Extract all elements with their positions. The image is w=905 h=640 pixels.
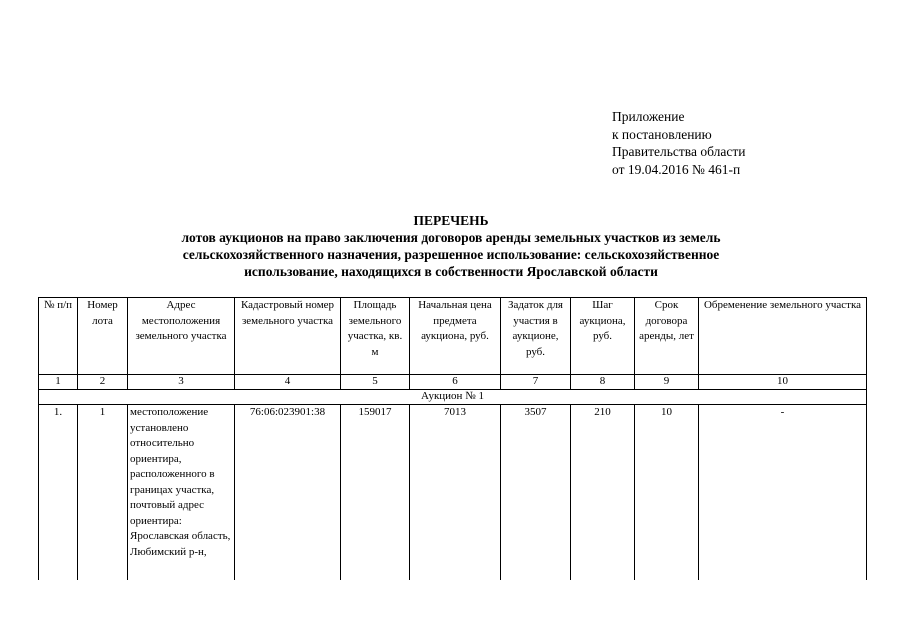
header-cell: Номер лота [78,298,128,375]
header-cell: Адрес местоположения земельного участка [128,298,235,375]
header-cell: Задаток для участия в аукционе, руб. [501,298,571,375]
column-number: 8 [571,375,635,390]
column-number: 2 [78,375,128,390]
term-cell: 10 [635,405,699,581]
column-number: 5 [341,375,410,390]
table-header-row [39,298,867,375]
header-cell: № п/п [39,298,78,375]
header-cell: Начальная цена предмета аукциона, руб. [410,298,501,375]
price-cell: 7013 [410,405,501,581]
column-number: 6 [410,375,501,390]
table-row [39,405,867,581]
lot-number: 1 [78,405,128,581]
title-heading: ПЕРЕЧЕНЬ [413,213,489,228]
appendix-block [612,108,745,178]
header-cell: Обременение земельного участка [699,298,867,375]
appendix-line: Правительства области [612,144,746,159]
column-number: 10 [699,375,867,390]
header-cell: Площадь земельного участка, кв. м [341,298,410,375]
column-number: 3 [128,375,235,390]
cadastral-number: 76:06:023901:38 [235,405,341,581]
title-line: лотов аукционов на право заключения договоров аренды земельных участков из земель [181,230,721,245]
document-title [120,212,782,280]
auction-row [39,390,867,405]
auction-label: Аукцион № 1 [39,390,867,405]
step-cell: 210 [571,405,635,581]
title-line: использование, находящихся в собственности Ярославской области [244,264,658,279]
column-number-row [39,375,867,390]
title-line: сельскохозяйственного назначения, разрешенное использование: сельскохозяйственное [182,247,720,262]
lots-table [38,297,867,580]
area-cell: 159017 [341,405,410,581]
header-cell: Шаг аукциона, руб. [571,298,635,375]
appendix-date-line: от 19.04.2016 № 461-п [612,161,741,177]
column-number: 9 [635,375,699,390]
address-cell: местоположение установлено относительно ориентира, расположенного в границах участка, почтовый адрес ориентира: Ярославская область, Любимский р-н, [128,405,235,581]
appendix-line: к постановлению [612,126,712,142]
row-number: 1. [39,405,78,581]
column-number: 1 [39,375,78,390]
appendix-line: Приложение [612,109,685,124]
deposit-cell: 3507 [501,405,571,581]
encumbrance-cell: - [699,405,867,581]
header-cell: Кадастровый номер земельного участка [235,298,341,375]
column-number: 4 [235,375,341,390]
header-cell: Срок договора аренды, лет [635,298,699,375]
column-number: 7 [501,375,571,390]
